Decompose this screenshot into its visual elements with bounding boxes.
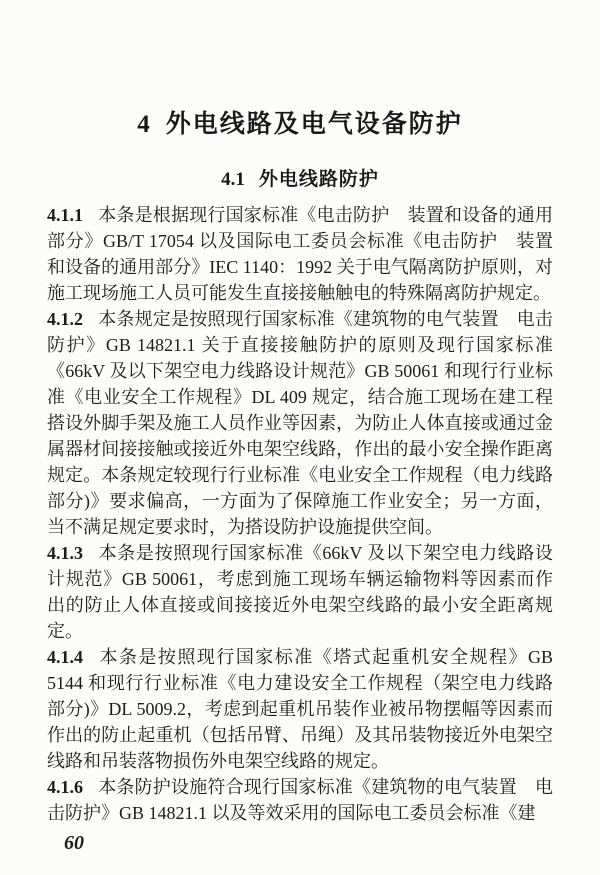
chapter-number: 4 (137, 111, 150, 138)
paragraph-text: 本条规定是按照现行国家标准《建筑物的电气装置 电击防护》GB 14821.1 关于直接接触防护的原则及现行国家标准《66kV 及以下架空电力线路设计规范》GB 50061 和现行行业标准《电业安全工作规程》DL 409 规定，结合施工现场在建工程搭设外脚手架及施工人员作业等因素，为防止人体直接或通过金属器材间接接触或接近外电架空线路，作出的最小安全操作距离规定。本条规定较现行行业标准《电业安全工作规程（电力线路部分)》要求偏高，一方面为了保障施工作业安全；另一方面，当不满足规定要求时，为搭设防护设施提供空间。 (47, 309, 553, 537)
paragraph-text: 本条防护设施符合现行国家标准《建筑物的电气装置 电击防护》GB 14821.1 以及等效采用的国际电工委员会标准《建 (47, 777, 553, 823)
paragraph-4.1.2 (47, 306, 553, 540)
paragraph-4.1.4 (47, 644, 553, 774)
paragraph-text: 本条是按照现行国家标准《塔式起重机安全规程》GB 5144 和现行行业标准《电力建设安全工作规程（架空电力线路部分)》DL 5009.2，考虑到起重机吊装作业被吊物摆幅等因素而作出的防止起重机（包括吊臂、吊绳）及其吊装物接近外电架空线路和吊装落物损伤外电架空线路的规定。 (47, 647, 553, 771)
section-number: 4.1 (221, 169, 245, 190)
paragraph-number: 4.1.3 (47, 543, 83, 563)
paragraph-number: 4.1.2 (47, 309, 83, 329)
chapter-title (0, 0, 600, 143)
paragraph-number: 4.1.6 (47, 777, 83, 797)
paragraph-list (47, 202, 553, 826)
paragraph-text: 本条是根据现行国家标准《电击防护 装置和设备的通用部分》GB/T 17054 以及国际电工委员会标准《电击防护 装置和设备的通用部分》IEC 1140：1992 关于电气隔离防护原则，对施工现场施工人员可能发生直接接触触电的特殊隔离防护规定。 (47, 205, 553, 303)
section-title-text: 外电线路防护 (258, 169, 379, 190)
chapter-title-text: 外电线路及电气设备防护 (165, 110, 463, 138)
page-number: 60 (64, 832, 84, 854)
paragraph-4.1.6 (47, 774, 553, 826)
paragraph-number: 4.1.1 (47, 205, 83, 225)
paragraph-4.1.1 (47, 202, 553, 306)
paragraph-text: 本条是按照现行国家标准《66kV 及以下架空电力线路设计规范》GB 50061，考虑到施工现场车辆运输物料等因素而作出的防止人体直接或间接接近外电架空线路的最小安全距离规定。 (47, 543, 553, 641)
paragraph-number: 4.1.4 (47, 647, 83, 667)
section-title (0, 167, 600, 193)
paragraph-4.1.3 (47, 540, 553, 644)
